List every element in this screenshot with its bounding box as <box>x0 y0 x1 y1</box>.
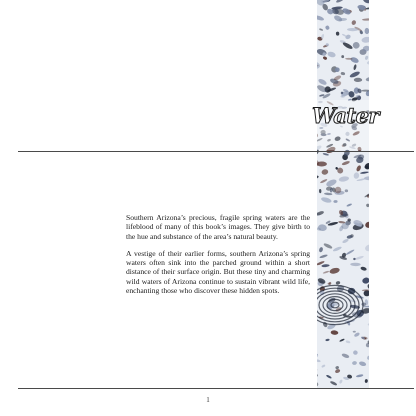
body-text <box>126 213 310 303</box>
paragraph-2: A vestige of their earlier forms, southern Arizona’s spring waters often sink into the parched ground within a short distance of their surface origin. But these tiny and charming wild waters of Arizona continue to sustain vibrant wild life, enchanting those who discover these hidden spots. <box>126 248 310 296</box>
section-title: Water <box>312 103 379 128</box>
bottom-divider <box>18 388 414 389</box>
water-texture-image <box>317 0 369 389</box>
paragraph-1: Southern Arizona’s precious, fragile spring waters are the lifeblood of many of this book’s images. They give birth to the hue and substance of the area’s natural beauty. <box>126 213 310 241</box>
top-divider <box>18 151 414 152</box>
page-number: 1 <box>206 396 210 404</box>
water-texture-graphic <box>317 0 369 389</box>
